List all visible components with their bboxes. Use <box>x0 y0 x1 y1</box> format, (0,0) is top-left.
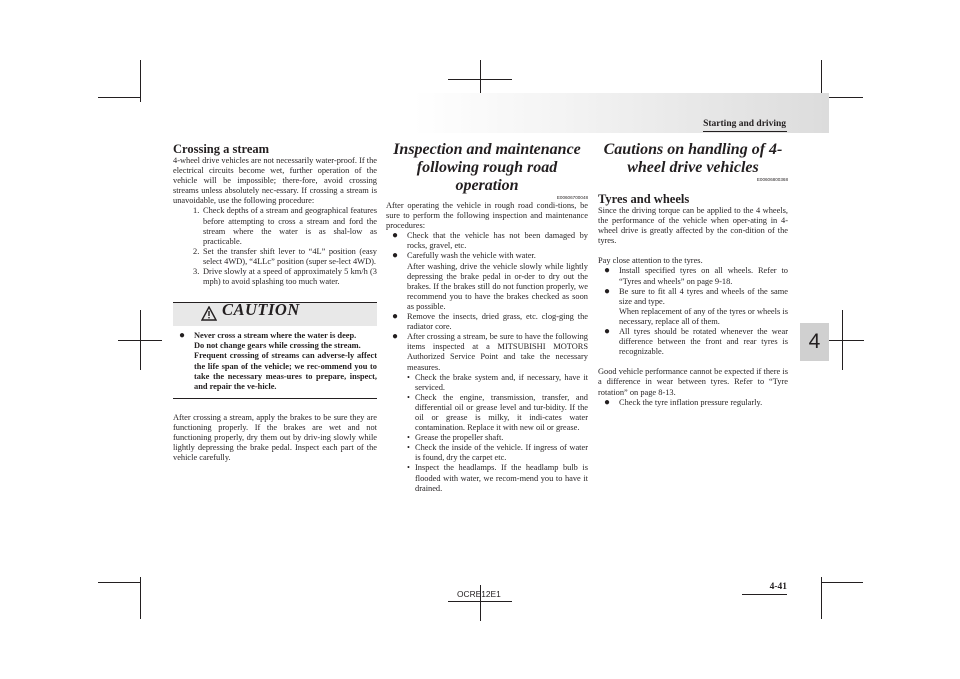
paragraph: Since the driving torque can be applied to the 4 wheels, the performance of the vehicle when oper-ating in 4-wheel drive is greatly affected by the con-dition of the tyres. <box>598 206 788 246</box>
caution-text: Do not change gears while crossing the stream. <box>194 341 361 351</box>
sub-text: Check the inside of the vehicle. If ingress of water is found, dry the carpet etc. <box>415 443 588 463</box>
column-2 <box>386 141 588 494</box>
step-number: 3. <box>193 267 200 277</box>
list-item <box>598 398 788 408</box>
section-heading: Crossing a stream <box>173 142 270 156</box>
section-code: E00606800368 <box>756 177 788 182</box>
step-text: Check depths of a stream and geographical features before attempting to cross a stream and ford the stream where the water is as shal-low as practicable. <box>203 206 377 246</box>
list-item <box>598 266 788 286</box>
bullet-text: Install specified tyres on all wheels. Refer to “Tyres and wheels” on page 9-18. <box>619 266 788 286</box>
bullet-icon: ● <box>604 285 611 297</box>
numbered-step <box>173 267 377 287</box>
chapter-tab <box>800 323 829 361</box>
caution-bullet <box>173 331 377 341</box>
sub-bullet-icon: • <box>407 443 410 453</box>
sub-bullet-icon: • <box>407 433 410 443</box>
bullet-icon: ● <box>604 396 611 408</box>
paragraph: Pay close attention to the tyres. <box>598 256 703 266</box>
bullet-icon: ● <box>604 265 611 277</box>
bullet-extra: When replacement of any of the tyres or wheels is necessary, replace all of them. <box>619 306 788 326</box>
sub-bullet-icon: • <box>407 463 410 473</box>
numbered-step <box>173 206 377 246</box>
section-heading: Inspection and maintenance following rough road operation <box>393 141 581 194</box>
paragraph: Good vehicle performance cannot be expected if there is a difference in wear between tyres. Refer to “Tyre rotation” on page 8-13. <box>598 367 788 397</box>
section-heading: Cautions on handling of 4-wheel drive vehicles <box>603 141 783 176</box>
list-item <box>598 327 788 357</box>
page-number: 4-41 <box>769 582 787 592</box>
sub-text: Check the engine, transmission, transfer, and differential oil or grease level and tur-bidity. If the oil or grease is milky, it indi-cates water contamination. Replace it with new oil or grease. <box>415 392 588 433</box>
bullet-text: Check the tyre inflation pressure regularly. <box>619 397 763 407</box>
step-text: Drive slowly at a speed of approximately 5 km/h (3 mph) to avoid splashing too much water. <box>203 267 377 287</box>
step-number: 1. <box>193 206 200 216</box>
bullet-icon: ● <box>392 250 399 262</box>
bullet-text: Carefully wash the vehicle with water. <box>407 251 536 261</box>
warning-icon <box>201 306 217 321</box>
document-code: OCRE12E1 <box>457 589 501 599</box>
step-number: 2. <box>193 246 200 256</box>
column-1 <box>173 143 377 463</box>
chapter-tab-number: 4 <box>808 330 821 353</box>
column-3 <box>598 141 788 408</box>
step-text: Set the transfer shift lever to “4L” position (easy select 4WD), “4LLc” position (super se-lect 4WD). <box>203 246 377 266</box>
caution-bottom-rule <box>173 398 377 399</box>
bullet-text: Never cross a stream where the water is deep. <box>194 331 357 341</box>
list-item <box>386 332 588 372</box>
caution-body <box>173 331 377 398</box>
caution-header <box>173 300 377 326</box>
list-item <box>386 231 588 251</box>
sub-item <box>386 463 588 493</box>
sub-item <box>386 443 588 463</box>
sub-bullet-icon: • <box>407 372 410 382</box>
sub-item <box>386 433 588 443</box>
bullet-text: After crossing a stream, be sure to have the following items inspected at a MITSUBISHI MOTORS Authorized Service Point and take the necessary measures. <box>407 332 588 372</box>
bullet-icon: ● <box>392 311 399 323</box>
sub-heading: Tyres and wheels <box>598 192 690 206</box>
section-title: Starting and driving <box>703 119 786 129</box>
paragraph: 4-wheel drive vehicles are not necessarily water-proof. If the electrical circuits become wet, further operation of the vehicle will be impossible; there-fore, avoid crossing streams unless absolutely nec-essary. If crossing a stream is unavoidable, use the following procedure: <box>173 156 377 206</box>
paragraph: After crossing a stream, apply the brakes to be sure they are functioning properly. If the brakes are wet and not functioning properly, dry them out by driv-ing slowly while lightly depressing the brake pedal. Inspect each part of the vehicle carefully. <box>173 412 377 463</box>
list-item <box>386 251 588 312</box>
sub-text: Check the brake system and, if necessary, have it serviced. <box>415 372 588 392</box>
bullet-icon: ● <box>604 326 611 338</box>
bullet-text: Check that the vehicle has not been damaged by rocks, gravel, etc. <box>407 231 588 251</box>
header-rule <box>703 131 787 132</box>
bullet-icon: ● <box>392 230 399 242</box>
section-code: E00606700048 <box>556 195 588 200</box>
sub-text: Inspect the headlamps. If the headlamp bulb is flooded with water, we recom-mend you to have it drained. <box>415 463 588 493</box>
bullet-text: Be sure to fit all 4 tyres and wheels of the same size and type. <box>619 286 788 306</box>
bullet-icon: ● <box>179 330 186 342</box>
bullet-text: All tyres should be rotated whenever the wear difference between the front and rear tyres is recognizable. <box>619 327 788 357</box>
numbered-step <box>173 247 377 267</box>
caution-box <box>173 302 377 399</box>
sub-item <box>386 393 588 433</box>
bullet-icon: ● <box>392 331 399 343</box>
paragraph: After operating the vehicle in rough road condi-tions, be sure to perform the following inspection and maintenance procedures: <box>386 201 588 231</box>
sub-item <box>386 373 588 393</box>
caution-title: CAUTION <box>222 300 300 320</box>
list-item <box>598 287 788 327</box>
bullet-extra: After washing, drive the vehicle slowly while lightly depressing the brake pedal in or-der to dry out the brakes. If the brakes still do not function properly, we recommend you to have the brakes checked as soon as possible. <box>407 261 588 311</box>
bullet-text: Remove the insects, dried grass, etc. clog-ging the radiator core. <box>407 312 588 332</box>
sub-bullet-icon: • <box>407 392 410 402</box>
footer-rule <box>742 594 787 595</box>
list-item <box>386 312 588 332</box>
caution-text: Frequent crossing of streams can adverse-ly affect the life span of the vehicle; we rec-ommend you to take the necessary meas-ures to prepare, inspect, and repair the ve-hicle. <box>194 351 377 391</box>
sub-text: Grease the propeller shaft. <box>415 433 504 443</box>
